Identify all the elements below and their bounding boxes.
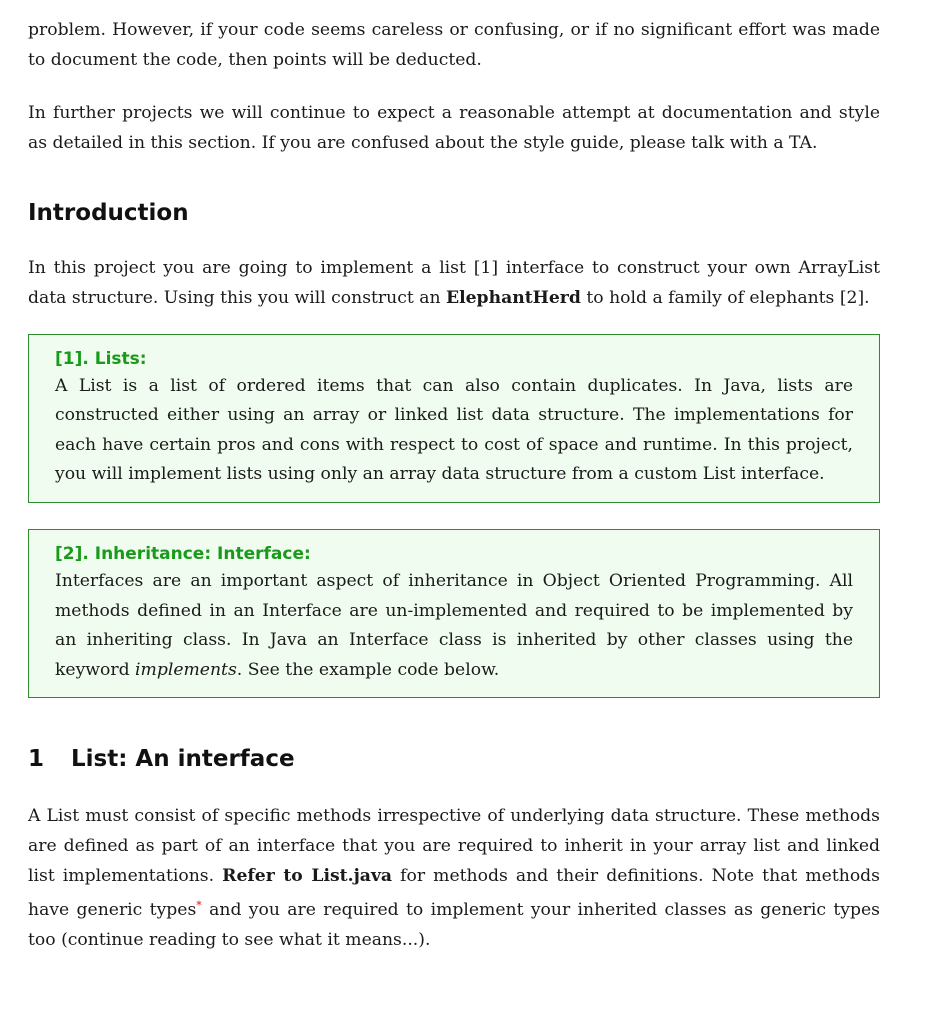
lists-note-box [28,334,880,503]
section-1-heading [28,744,880,774]
section-1-number: 1 [28,746,45,773]
introduction-heading: Introduction [28,200,189,227]
introduction-text-after: to hold a family of elephants [2]. [580,287,870,308]
document-page [28,16,880,955]
lists-note-text [55,372,853,490]
implements-keyword: implements [135,659,237,680]
inheritance-note-title: [2]. Inheritance: Interface: [55,543,311,564]
intro-paragraph-1 [28,16,880,75]
lists-note-title: [1]. Lists: [55,348,147,369]
intro-paragraph-1-text: problem. However, if your code seems careless or confusing, or if no significant effort was made to document the code, then points will be deducted. [28,20,880,70]
inheritance-note-body-before: Interfaces are an important aspect of inheritance in Object Oriented Programming. All methods defined in an Interface are un-implemented and required to be implemented by an inheriting class. In Java an Interface class is inherited by other classes using the keyword [55,570,853,680]
lists-note-body: A List is a list of ordered items that can also contain duplicates. In Java, lists are constructed either using an array or linked list data structure. The implementations for each have certain pros and cons with respect to cost of space and runtime. In this project, you will implement lists using only an array data structure from a custom List interface. [55,375,853,485]
section-1-text-1: A List must consist of specific methods irrespective of underlying data structure. These methods are defined as part of an interface that you are required to inherit in your array list and linked list implementations. [28,806,880,886]
intro-paragraph-2 [28,99,880,158]
inheritance-note-body-after: . See the example code below. [236,659,500,680]
inheritance-note-box [28,529,880,698]
footnote-star: * [196,899,202,913]
intro-paragraph-2-text: In further projects we will continue to expect a reasonable attempt at documentation and style as detailed in this section. If you are confused about the style guide, please talk with a TA. [28,103,880,153]
section-1-title: List: An interface [71,746,295,773]
section-1-text-3: and you are required to implement your inherited classes as generic types too (continue reading to see what it means...). [28,900,880,950]
section-1-text-2: for methods and their definitions. Note that methods have generic types [28,865,880,921]
elephant-herd-term: ElephantHerd [445,287,581,308]
inheritance-note-text [55,567,853,685]
section-1-paragraph [28,802,880,955]
list-java-reference: Refer to List.java [222,865,393,886]
introduction-text-before: In this project you are going to implement a list [1] interface to construct your own ArrayList data structure. Using this you will construct an [28,258,880,308]
introduction-paragraph [28,254,880,313]
